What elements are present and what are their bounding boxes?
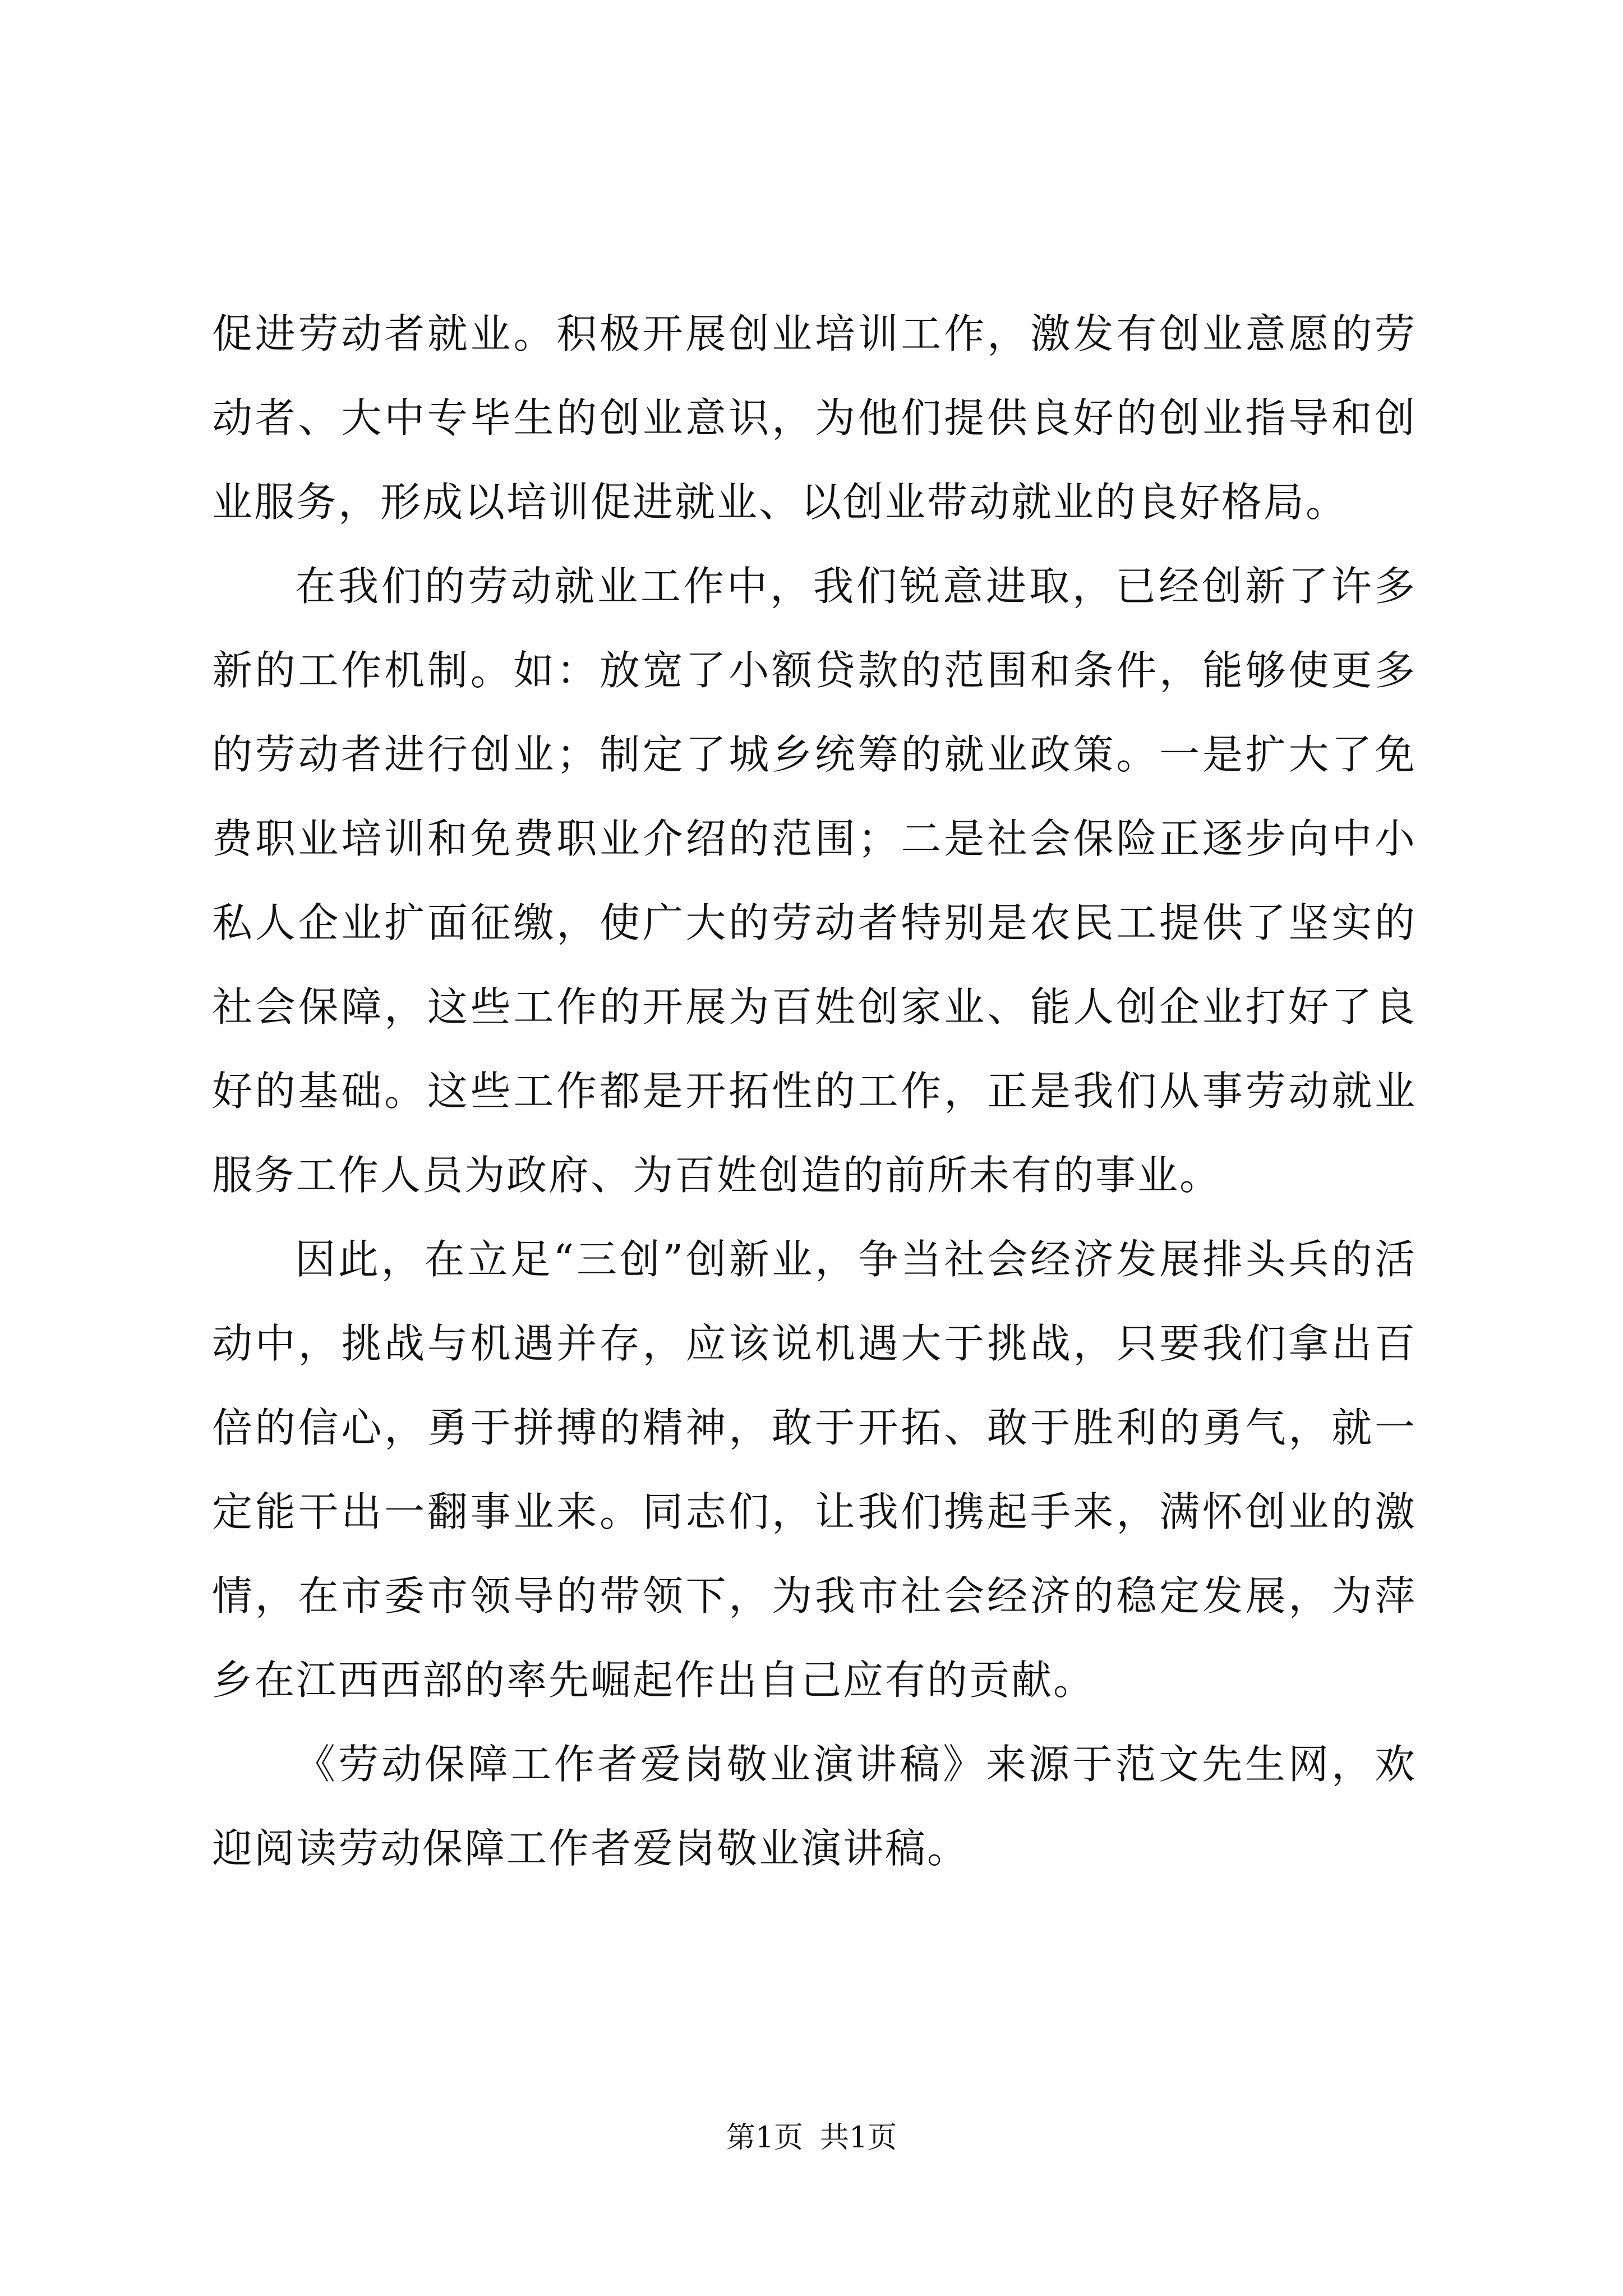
paragraph-work-mechanisms: 在我们的劳动就业工作中，我们锐意进取，已经创新了许多新的工作机制。如：放宽了小额贷款的范围和条件，能够使更多的劳动者进行创业；制定了城乡统筹的就业政策。一是扩大了免费职业培训和免费职业介绍的范围；二是社会保险正逐步向中小私人企业扩面征缴，使广大的劳动者特别是农民工提供了坚实的社会保障，这些工作的开展为百姓创家业、能人创企业打好了良好的基础。这些工作都是开拓性的工作，正是我们从事劳动就业服务工作人员为政府、为百姓创造的前所未有的事业。 — [212, 563, 1417, 1199]
paragraph-challenges-opportunities: 因此，在立足“三创”创新业，争当社会经济发展排头兵的活动中，挑战与机遇并存，应该说机遇大于挑战，只要我们拿出百倍的信心，勇于拼搏的精神，敢于开拓、敢于胜利的勇气，就一定能干出一翻事业来。同志们，让我们携起手来，满怀创业的激情，在市委市领导的带领下，为我市社会经济的稳定发展，为萍乡在江西西部的率先崛起作出自己应有的贡献。 — [212, 1236, 1417, 1704]
page-number-total: 共1页 — [820, 2121, 897, 2155]
page-number-current: 第1页 — [726, 2121, 803, 2155]
paragraph-continued: 促进劳动者就业。积极开展创业培训工作，激发有创业意愿的劳动者、大中专毕生的创业意识，为他们提供良好的创业指导和创业服务，形成以培训促进就业、以创业带动就业的良好格局。 — [212, 310, 1417, 526]
paragraph-source-note: 《劳动保障工作者爱岗敬业演讲稿》来源于范文先生网，欢迎阅读劳动保障工作者爱岗敬业演讲稿。 — [212, 1741, 1417, 1872]
document-body — [212, 292, 1417, 1890]
page-footer — [0, 2118, 1623, 2157]
